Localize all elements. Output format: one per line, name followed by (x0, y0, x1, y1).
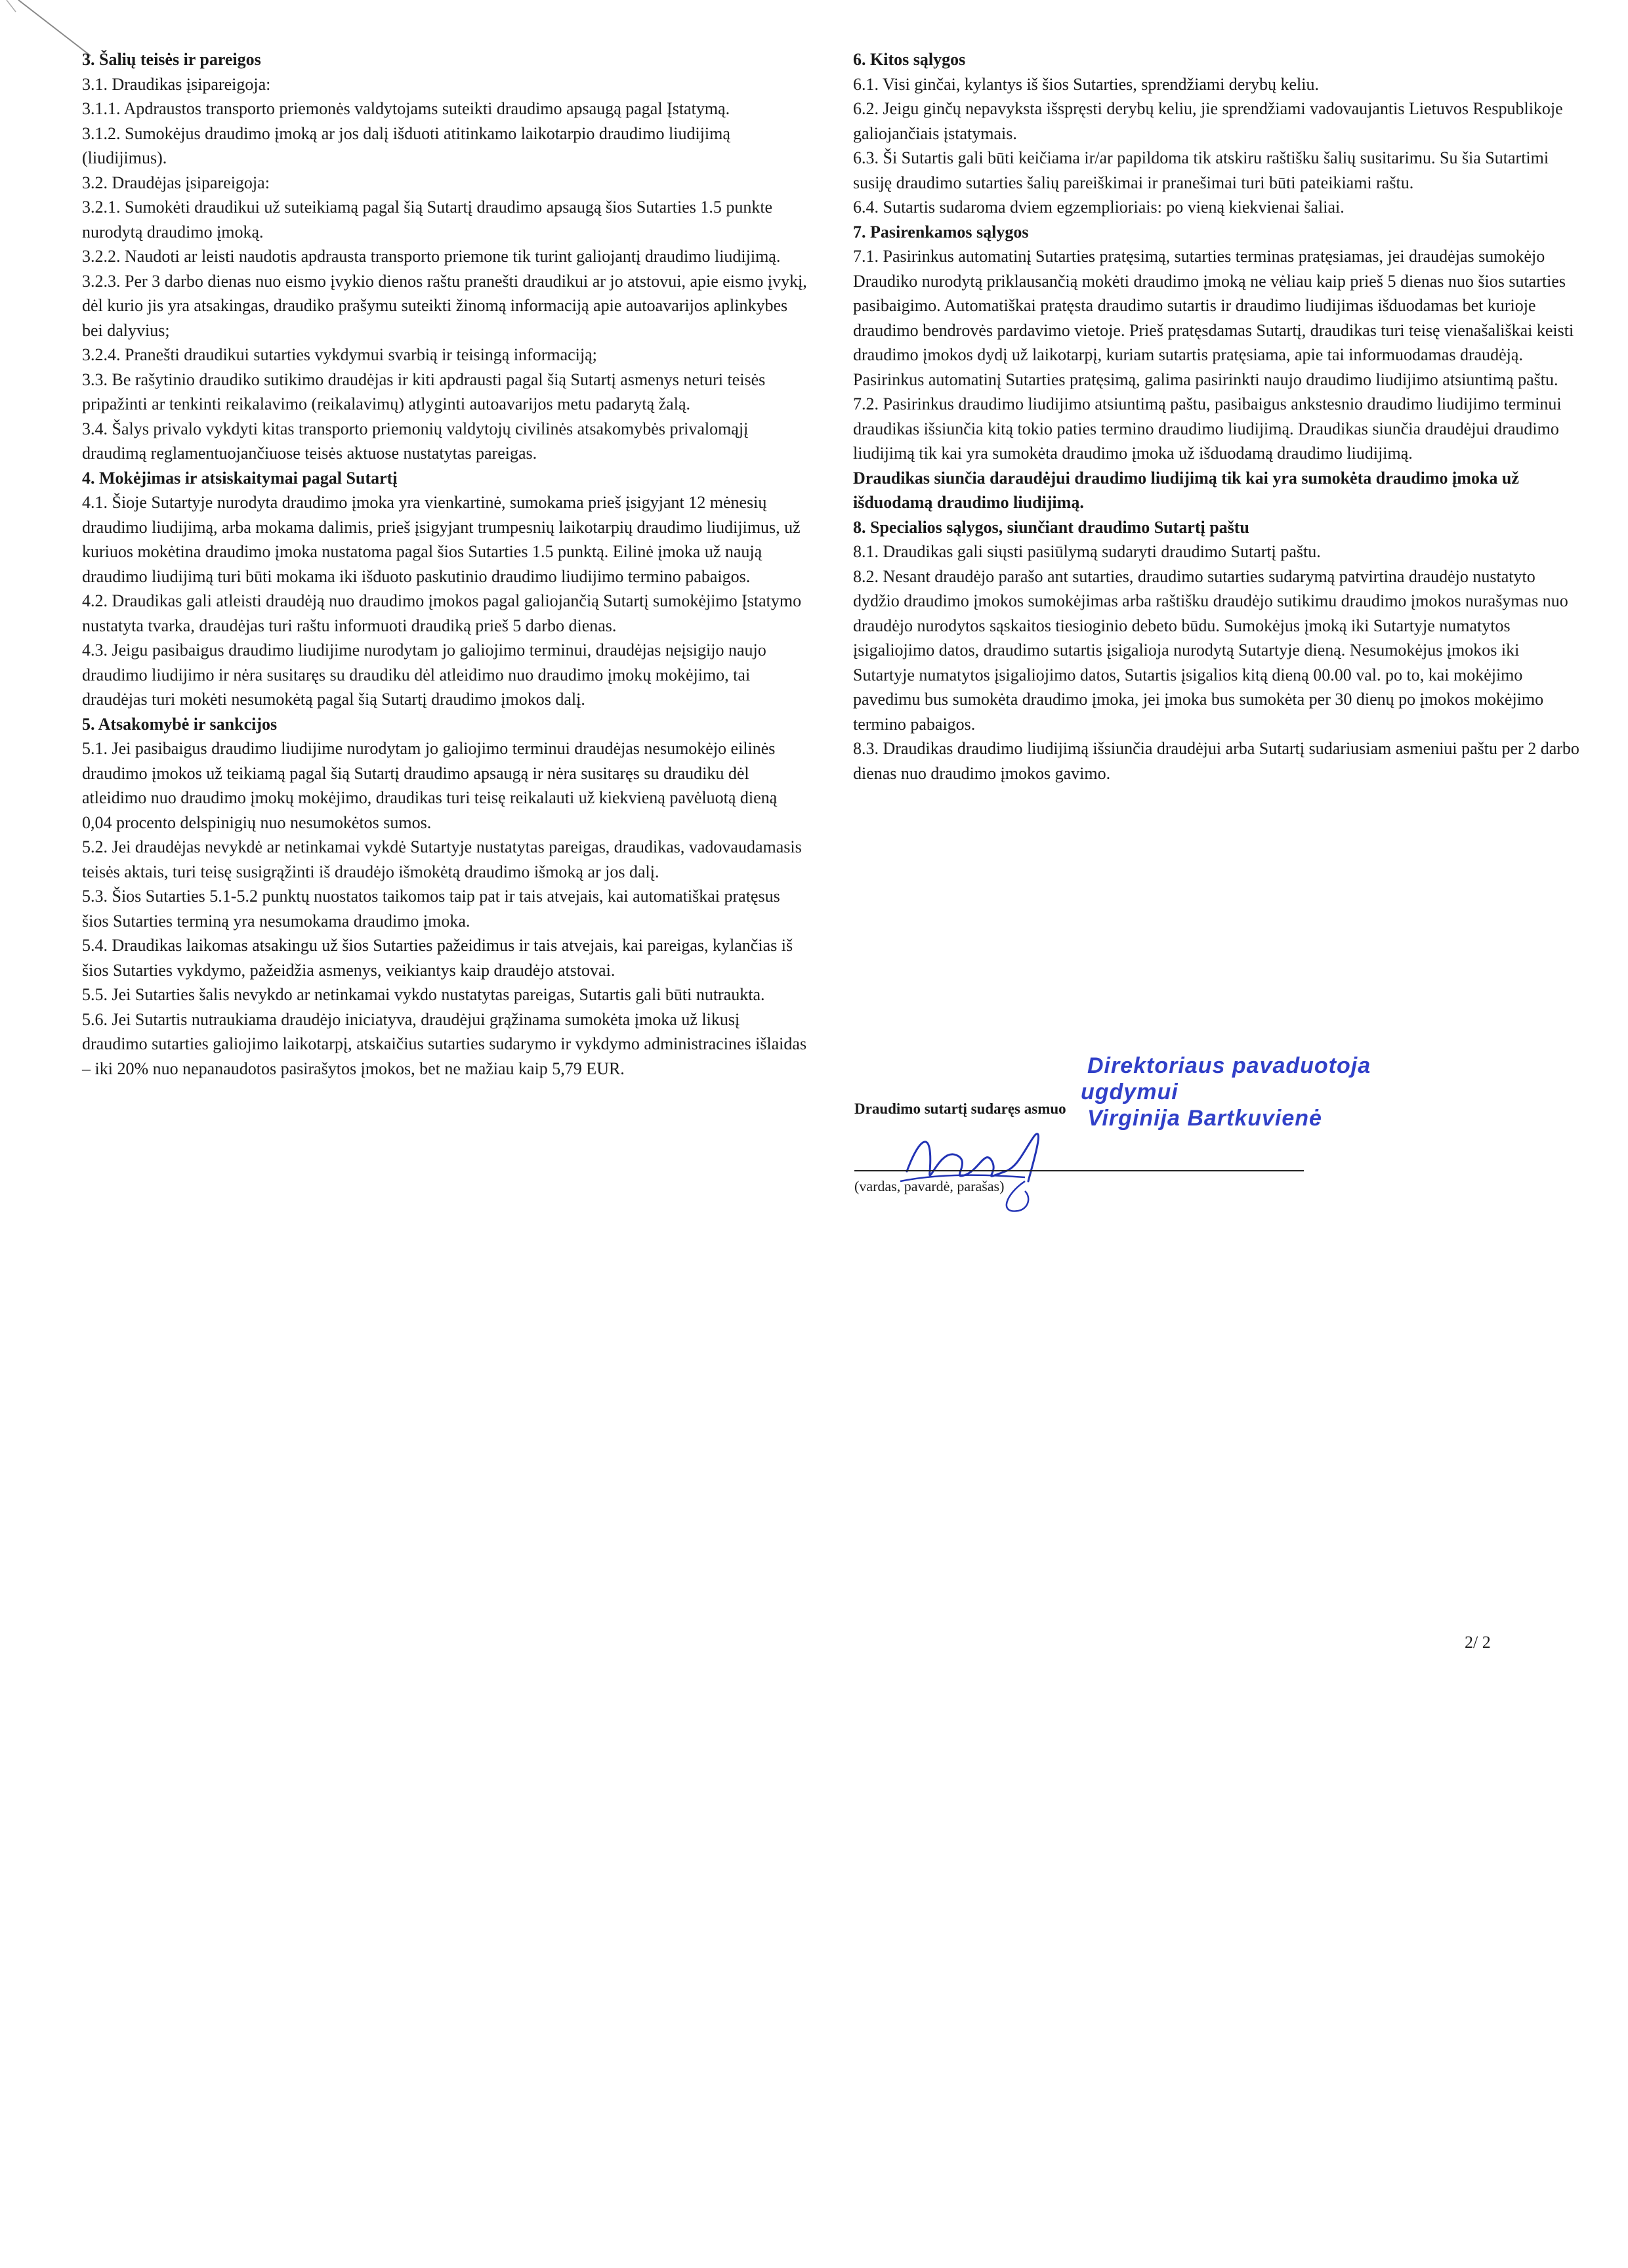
section-heading: 4. Mokėjimas ir atsiskaitymai pagal Sutartį (82, 468, 398, 488)
clause: 3.1. Draudikas įsipareigoja: (82, 74, 271, 94)
clause: 3.2. Draudėjas įsipareigoja: (82, 173, 270, 192)
signature-caption: (vardas, pavardė, parašas) (854, 1178, 1005, 1194)
clause: 6.3. Ši Sutartis gali būti keičiama ir/ar papildoma tik atskiru raštišku šalių susitarimu. Su šia Sutartimi susiję draudimo sutarties šalių pareiškimai ir pranešimai turi būti pateikiami raštu. (853, 148, 1549, 192)
clause: 3.4. Šalys privalo vykdyti kitas transporto priemonių valdytojų civilinės atsakomybės privalomąjį draudimą reglamentuojančiuose teisės aktuose nustatytas pareigas. (82, 419, 749, 463)
clause: 3.2.3. Per 3 darbo dienas nuo eismo įvykio dienos raštu pranešti draudikui ar jo atstovui, apie eismo įvykį, dėl kurio jis yra atsakingas, draudiko prašymu suteikti žinomą informaciją apie autoavarijos aplinkybes bei dalyvius; (82, 271, 807, 340)
clause: 5.4. Draudikas laikomas atsakingu už šios Sutarties pažeidimus ir tais atvejais, kai pareigas, kylančias iš šios Sutarties vykdymo, pažeidžia asmenys, veikiantys kaip draudėjo atstovai. (82, 936, 793, 980)
bold-notice: Draudikas siunčia daraudėjui draudimo liudijimą tik kai yra sumokėta draudimo įmoka už išduodamą draudimo liudijimą. (853, 468, 1519, 512)
stamp-title: Direktoriaus pavaduotoja (1087, 1053, 1371, 1078)
clause: 3.1.2. Sumokėjus draudimo įmoką ar jos dalį išduoti atitinkamo laikotarpio draudimo liudijimą (liudijimus). (82, 123, 730, 167)
clause: 3.2.2. Naudoti ar leisti naudotis apdrausta transporto priemone tik turint galiojantį draudimo liudijimą. (82, 247, 781, 266)
section-heading: 7. Pasirenkamos sąlygos (853, 222, 1029, 242)
stamp-subtitle: ugdymui (1081, 1080, 1179, 1104)
stamp-name: Virginija Bartkuvienė (1087, 1106, 1322, 1131)
clause: 5.3. Šios Sutarties 5.1-5.2 punktų nuostatos taikomos taip pat ir tais atvejais, kai automatiškai pratęsus šios Sutarties terminą yra nesumokama draudimo įmoka. (82, 887, 780, 931)
page-number: 2/ 2 (1465, 1633, 1491, 1652)
clause: 5.6. Jei Sutartis nutraukiama draudėjo iniciatyva, draudėjui grąžinama sumokėta įmoka už likusį draudimo sutarties galiojimo laikotarpį, atskaičius sutarties sudarymo ir vykdymo administracines išlaidas – iki 20% nuo nepanaudotos pasirašytos įmokos, bet ne mažiau kaip 5,79 EUR. (82, 1009, 807, 1078)
section-heading: 3. Šalių teisės ir pareigos (82, 50, 261, 69)
clause: 5.1. Jei pasibaigus draudimo liudijime nurodytam jo galiojimo terminui draudėjas nesumokėjo eilinės draudimo įmokos už teikiamą pagal šią Sutartį draudimo apsaugą ir nėra susitaręs su draudiku dėl atleidimo nuo draudimo įmokų mokėjimo, draudikas turi teisę reikalauti už kiekvieną pavėluotą dieną 0,04 procento delspinigių nuo nesumokėtos sumos. (82, 739, 778, 832)
clause: 5.2. Jei draudėjas nevykdė ar netinkamai vykdė Sutartyje nustatytas pareigas, draudikas, vadovaudamasis teisės aktais, turi teisę susigrąžinti iš draudėjo išmokėtą draudimo išmoką ar jos dalį. (82, 837, 802, 881)
section-heading: 8. Specialios sąlygos, siunčiant draudimo Sutartį paštu (853, 517, 1249, 537)
right-column (853, 47, 1581, 786)
clause: 6.4. Sutartis sudaroma dviem egzemplioriais: po vieną kiekvienai šaliai. (853, 198, 1345, 217)
clause: 7.2. Pasirinkus draudimo liudijimo atsiuntimą paštu, pasibaigus ankstesnio draudimo liudijimo terminui draudikas išsiunčia kitą tokio paties termino draudimo liudijimą. Draudikas siunčia draudėjui draudimo liudijimą tik kai yra sumokėta draudimo įmoka už išduodamą draudimo liudijimą. (853, 394, 1562, 463)
clause: 4.1. Šioje Sutartyje nurodyta draudimo įmoka yra vienkartinė, sumokama prieš įsigyjant 12 mėnesių draudimo liudijimą, arba mokama dalimis, prieš įsigyjant trumpesnių laikotarpių draudimo liudijimus, už kuriuos mokėtina draudimo įmoka nustatoma pagal šios Sutarties 1.5 punktą. Eilinė įmoka už naują draudimo liudijimą turi būti mokama iki išduoto paskutinio draudimo liudijimo termino pabaigos. (82, 493, 801, 586)
signature-line (854, 1170, 1304, 1171)
clause: 6.1. Visi ginčai, kylantys iš šios Sutarties, sprendžiami derybų keliu. (853, 74, 1319, 94)
clause: 4.3. Jeigu pasibaigus draudimo liudijime nurodytam jo galiojimo terminui, draudėjas neįsigijo naujo draudimo liudijimo ir nėra susitaręs su draudiku dėl atleidimo nuo draudimo įmokų mokėjimo, tai draudėjas turi mokėti nesumokėtą pagal šią Sutartį draudimo įmokos dalį. (82, 640, 766, 709)
clause: 8.2. Nesant draudėjo parašo ant sutarties, draudimo sutarties sudarymą patvirtina draudėjo nustatyto dydžio draudimo įmokos sumokėjimas arba raštišku draudėjo sutikimu draudimo įmokos nurašymas nuo draudėjo nurodytos sąskaitos tiesioginio debeto būdu. Sumokėjus įmoką iki Sutartyje numatytos įsigaliojimo datos, draudimo sutartis įsigalioja nurodytą Sutartyje dieną. Nesumokėjus įmokos iki Sutartyje numatytos įsigaliojimo datos, Sutartis įsigalios kitą dieną 00.00 val. po to, kai mokėjimo pavedimu bus sumokėta draudimo įmoka, jei įmoka bus sumokėta per 30 dienų po įmokos mokėjimo termino pabaigos. (853, 566, 1568, 734)
clause: 4.2. Draudikas gali atleisti draudėją nuo draudimo įmokos pagal galiojančią Sutartį sumokėjimo Įstatymo nustatyta tvarka, draudėjas turi raštu informuoti draudiką prieš 5 darbo dienas. (82, 591, 802, 635)
clause: 8.3. Draudikas draudimo liudijimą išsiunčia draudėjui arba Sutartį sudariusiam asmeniui paštu per 2 darbo dienas nuo draudimo įmokos gavimo. (853, 739, 1579, 783)
clause: 3.2.4. Pranešti draudikui sutarties vykdymui svarbią ir teisingą informaciją; (82, 345, 597, 364)
clause: 3.3. Be rašytinio draudiko sutikimo draudėjas ir kiti apdrausti pagal šią Sutartį asmenys neturi teisės pripažinti ar tenkinti reikalavimo (reikalavimų) atlyginti autoavarijos metu padarytą žalą. (82, 369, 766, 413)
clause: 3.2.1. Sumokėti draudikui už suteikiamą pagal šią Sutartį draudimo apsaugą šios Sutarties 1.5 punkte nurodytą draudimo įmoką. (82, 198, 773, 242)
clause: 8.1. Draudikas gali siųsti pasiūlymą sudaryti draudimo Sutartį paštu. (853, 542, 1321, 561)
signer-label: Draudimo sutartį sudaręs asmuo (854, 1101, 1066, 1117)
signature-block (854, 1040, 1371, 1257)
clause: 5.5. Jei Sutarties šalis nevykdo ar netinkamai vykdo nustatytas pareigas, Sutartis gali būti nutraukta. (82, 985, 765, 1004)
section-heading: 6. Kitos sąlygos (853, 50, 966, 69)
clause: 6.2. Jeigu ginčų nepavyksta išspręsti derybų keliu, jie sprendžiami vadovaujantis Lietuvos Respublikoje galiojančiais įstatymais. (853, 99, 1563, 143)
clause: 7.1. Pasirinkus automatinį Sutarties pratęsimą, sutarties terminas pratęsiamas, jei draudėjas sumokėjo Draudiko nurodytą priklausančią mokėti draudimo įmoką ne vėliau kaip prieš 5 dienas nuo šios sutarties pasibaigimo. Automatiškai pratęsta draudimo sutartis ir draudimo liudijimas išduodamas bet kurioje draudimo bendrovės pardavimo vietoje. Prieš pratęsdamas Sutartį, draudikas turi teisę vienašališkai keisti draudimo įmokos dydį už laikotarpį, kuriam sutartis pratęsiama, apie tai informuodamas draudėją. Pasirinkus automatinį Sutarties pratęsimą, galima pasirinkti naujo draudimo liudijimo atsiuntimą paštu. (853, 247, 1574, 389)
section-heading: 5. Atsakomybė ir sankcijos (82, 714, 278, 734)
left-column (82, 47, 807, 1081)
clause: 3.1.1. Apdraustos transporto priemonės valdytojams suteikti draudimo apsaugą pagal Įstatymą. (82, 99, 730, 118)
handwritten-signature (894, 1109, 1064, 1214)
